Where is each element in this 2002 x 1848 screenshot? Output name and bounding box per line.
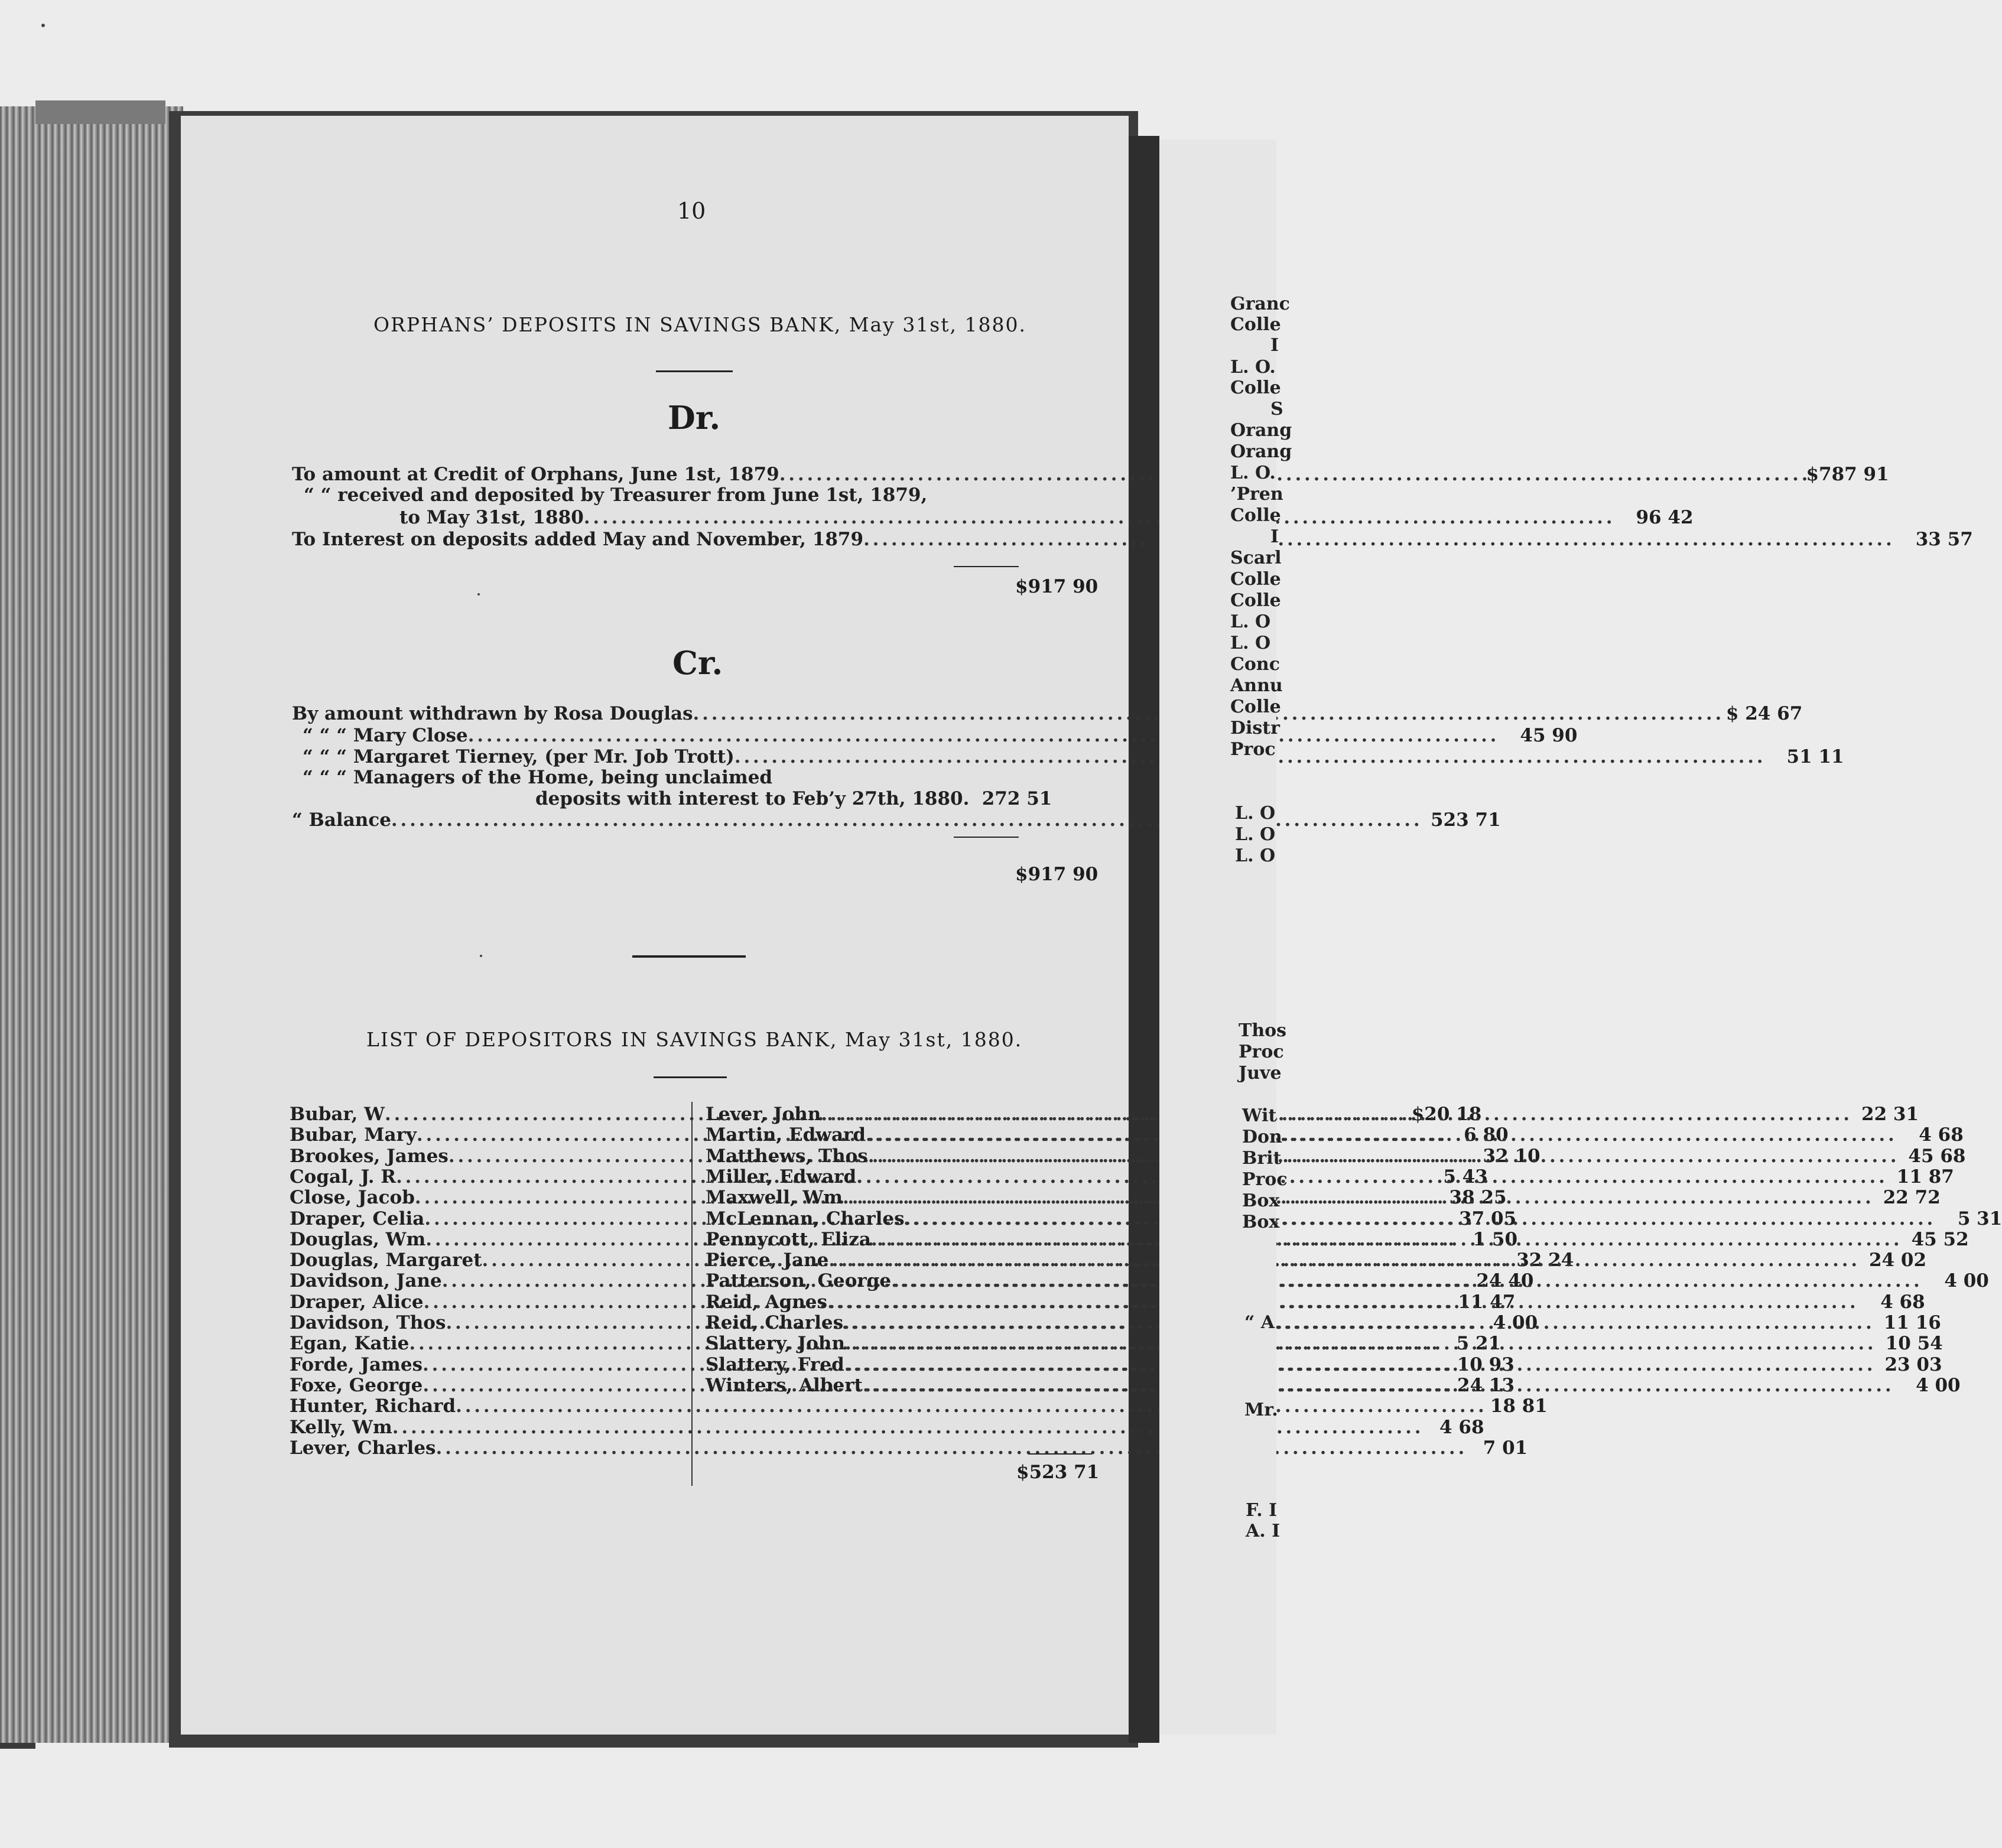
leader-dots — [843, 1312, 1870, 1333]
depositor-row-amount: 10 93 — [1457, 1354, 1514, 1375]
next-page-fragment: Juve — [1239, 1063, 1282, 1084]
depositor-row-text: Matthews, Thos — [706, 1145, 868, 1167]
next-page-fragment: Proc — [1239, 1042, 1284, 1062]
depositor-row-amount: 5 43 — [1443, 1166, 1488, 1187]
depositor-row-text: Lever, Charles — [290, 1437, 436, 1459]
cr-line — [303, 767, 1019, 788]
depositor-row-amount: 6 80 — [1464, 1124, 1509, 1146]
next-page-fragment: L. O — [1230, 633, 1271, 653]
depositor-row-amount: 45 52 — [1911, 1228, 1969, 1250]
depositor-row-amount: $20 18 — [1411, 1104, 1482, 1125]
next-page-fragment: Mr. — [1244, 1400, 1278, 1420]
cr-total: $917 90 — [1015, 864, 1098, 885]
depositor-row-text: Lever, John — [706, 1104, 821, 1125]
depositor-row-amount: 4 00 — [1916, 1374, 1961, 1396]
speck — [477, 593, 480, 596]
next-page-fragment: Colle — [1230, 314, 1281, 335]
depositor-row-text: Egan, Katie — [290, 1333, 410, 1355]
cr-line-amount: 45 90 — [1520, 725, 1578, 746]
depositor-row-amount: 24 02 — [1869, 1250, 1927, 1271]
next-page-fragment: Proc — [1242, 1169, 1288, 1190]
depositor-row — [290, 1416, 1484, 1438]
cr-line-amount: $ 24 67 — [1725, 703, 1803, 724]
depositor-row-text: Douglas, Margaret — [290, 1250, 482, 1271]
leader-dots — [436, 1437, 1463, 1459]
depositor-row-amount: 32 10 — [1483, 1145, 1540, 1167]
next-page-fragment: Annu — [1230, 675, 1283, 696]
depositor-row-text: Forde, James — [290, 1354, 423, 1375]
leader-dots — [779, 464, 1806, 485]
book-gutter — [1129, 136, 1159, 1743]
depositor-row-amount: 4 00 — [1493, 1312, 1538, 1333]
depositor-row-amount: 18 81 — [1490, 1395, 1548, 1417]
page-edges-top — [35, 100, 165, 124]
dr-line-text: To amount at Credit of Orphans, June 1st, 1879 — [292, 464, 779, 485]
depositor-row-amount: 11 47 — [1458, 1291, 1516, 1313]
depositor-row-amount: 23 03 — [1884, 1354, 1942, 1375]
depositor-row-text: Pierce, Jane — [706, 1250, 829, 1271]
next-page-fragment: L. O — [1235, 824, 1276, 845]
depositor-row-text: Davidson, Jane — [290, 1270, 442, 1292]
next-page-fragment: Colle — [1230, 569, 1281, 590]
depositor-row-text: Hunter, Richard — [290, 1395, 456, 1417]
leader-dots — [871, 1229, 1898, 1250]
orphans-section-title: ORPHANS’ DEPOSITS IN SAVINGS BANK, May 31st, 1880. — [373, 313, 1026, 336]
leader-dots — [827, 1291, 1854, 1313]
depositor-row-amount: 4 68 — [1919, 1124, 1964, 1146]
depositors-total: $523 71 — [1016, 1462, 1100, 1483]
next-page-fragment: Orang — [1230, 441, 1292, 462]
cr-line — [535, 788, 1052, 809]
depositors-total-rule — [1028, 1453, 1092, 1455]
dr-line-text: To Interest on deposits added May and November, 1879 — [292, 529, 864, 550]
depositor-row-amount: 24 40 — [1476, 1270, 1534, 1292]
next-page-fragment: Granc — [1230, 294, 1290, 314]
next-page-fragment: I — [1270, 335, 1279, 356]
depositor-row-text: Douglas, Wm — [290, 1228, 426, 1250]
next-page-fragment: L. O. — [1230, 463, 1276, 483]
leader-dots — [844, 1354, 1871, 1375]
cr-line-amount: 272 51 — [982, 788, 1052, 809]
leader-dots — [856, 1166, 1883, 1187]
depositor-row-text: Pennycott, Eliza — [706, 1228, 871, 1250]
depositor-row-text: Foxe, George — [290, 1374, 423, 1396]
dr-line-amount: 33 57 — [1915, 529, 1973, 550]
depositor-row-text: Draper, Celia — [290, 1208, 425, 1229]
left-page — [181, 116, 1129, 1735]
leader-dots — [828, 1250, 1855, 1271]
dr-total: $917 90 — [1015, 576, 1098, 597]
depositor-row-text: Winters, Albert — [706, 1374, 863, 1396]
depositor-row-amount: 45 68 — [1908, 1145, 1966, 1167]
depositor-row-text: Slattery, John — [706, 1333, 845, 1355]
depositor-row-amount: 4 68 — [1439, 1416, 1484, 1438]
depositor-row-text: Miller, Edward — [706, 1166, 857, 1187]
speck — [480, 955, 482, 957]
leader-dots — [584, 507, 1611, 528]
cr-total-rule — [954, 837, 1019, 838]
leader-dots — [905, 1208, 1932, 1229]
depositor-row-amount: 5 31 — [1957, 1208, 2002, 1229]
leader-dots — [891, 1270, 1918, 1291]
depositor-row-text: Davidson, Thos — [290, 1312, 446, 1333]
next-page-fragment: Don — [1242, 1127, 1282, 1147]
next-page-fragment: “ A — [1244, 1312, 1275, 1333]
page-number: 10 — [677, 198, 706, 224]
next-page-fragment: Scarl — [1230, 548, 1282, 568]
next-page-fragment: Colle — [1230, 505, 1281, 526]
dr-line-amount: 96 42 — [1636, 507, 1694, 528]
next-page-fragment: L. O — [1235, 845, 1276, 866]
cr-line-text: “ “ “ Mary Close — [303, 725, 468, 746]
next-page-fragment: F. I — [1246, 1500, 1278, 1521]
depositor-row-text: Martin, Edward — [706, 1124, 866, 1146]
dr-line-text: “ “ received and deposited by Treasurer from June 1st, 1879, — [304, 484, 928, 506]
depositor-row-text: Reid, Charles — [706, 1312, 844, 1333]
section-divider — [632, 955, 746, 958]
leader-dots — [863, 526, 1890, 550]
cr-line-amount: 523 71 — [1431, 809, 1501, 831]
leader-dots — [821, 1104, 1848, 1125]
cr-line-text: “ “ “ Managers of the Home, being unclaimed — [303, 767, 773, 788]
next-page-fragment: Colle — [1230, 378, 1281, 398]
depositor-row-amount: 11 87 — [1896, 1166, 1954, 1187]
title-rule — [656, 370, 733, 372]
depositor-row-amount: 4 68 — [1880, 1291, 1925, 1313]
cr-line-text: “ Balance — [292, 809, 391, 831]
dr-line-text: to May 31st, 1880 — [399, 507, 584, 528]
depositor-row-text: Close, Jacob — [290, 1187, 415, 1209]
next-page-fragment: L. O — [1230, 611, 1271, 632]
next-page-fragment: Orang — [1230, 420, 1292, 441]
leader-dots — [863, 1375, 1890, 1396]
dr-line — [292, 529, 1973, 550]
depositor-row-text: Brookes, James — [290, 1145, 448, 1167]
next-page-fragment: A. I — [1246, 1521, 1280, 1541]
cr-line-text: By amount withdrawn by Rosa Douglas — [292, 703, 693, 724]
depositor-row — [290, 1437, 1528, 1459]
next-page-fragment: L. O — [1235, 803, 1276, 824]
depositor-row-amount: 10 54 — [1885, 1333, 1943, 1355]
leader-dots — [468, 725, 1495, 746]
next-page-fragment: Box — [1242, 1212, 1280, 1232]
depositor-row-amount: 7 01 — [1483, 1437, 1528, 1459]
depositor-row-text: Bubar, Mary — [290, 1124, 417, 1146]
leader-dots — [456, 1395, 1483, 1417]
leader-dots — [845, 1333, 1872, 1354]
depositor-row-text: Reid, Agnes — [706, 1291, 827, 1313]
dr-total-rule — [954, 566, 1019, 567]
depositor-row-amount: 37 05 — [1459, 1208, 1517, 1229]
page-edges — [0, 106, 183, 1743]
depositor-row-text: Slattery, Fred — [706, 1354, 844, 1375]
next-page-fragment: Box — [1242, 1190, 1280, 1211]
depositor-row-text: Patterson, George — [706, 1270, 892, 1292]
cr-line-text: deposits with interest to Feb’y 27th, 1880. — [535, 788, 970, 809]
depositor-row-amount: 11 16 — [1883, 1312, 1941, 1333]
next-page-fragment: Conc — [1230, 654, 1280, 675]
depositor-row-text: Cogal, J. R — [290, 1166, 396, 1187]
leader-dots — [843, 1187, 1870, 1208]
leader-dots — [866, 1124, 1893, 1146]
next-page-fragment: Colle — [1230, 590, 1281, 611]
next-page-fragment: Thos — [1239, 1020, 1287, 1041]
depositor-row-text: McLennan, Charles — [706, 1208, 905, 1229]
depositor-row-amount: 4 00 — [1944, 1270, 1989, 1292]
depositors-section-title: LIST OF DEPOSITORS IN SAVINGS BANK, May 31st, 1880. — [366, 1028, 1023, 1051]
depositor-row-text: Kelly, Wm — [290, 1416, 392, 1438]
depositors-title-rule — [654, 1076, 727, 1078]
next-page-fragment: Colle — [1230, 697, 1281, 717]
depositor-row-text: Draper, Alice — [290, 1291, 424, 1313]
dr-line-amount: $787 91 — [1806, 464, 1889, 485]
next-page-fragment: Proc — [1230, 739, 1276, 760]
cr-heading: Cr. — [672, 644, 723, 682]
depositor-row-amount: 22 31 — [1861, 1104, 1919, 1125]
next-page-fragment: I — [1270, 526, 1279, 547]
depositor-row-text: Maxwell, Wm — [706, 1187, 843, 1209]
depositor-row-amount: 38 25 — [1449, 1187, 1507, 1209]
next-page-fragment: Wit — [1242, 1105, 1277, 1126]
next-page-fragment: L. O. — [1230, 357, 1276, 378]
next-page-fragment: S — [1270, 399, 1283, 419]
depositor-row-text: Bubar, W — [290, 1104, 385, 1125]
depositor-row-amount: 22 72 — [1883, 1187, 1941, 1209]
next-page-fragment: Distr — [1230, 718, 1280, 738]
depositor-row-amount: 24 13 — [1457, 1374, 1515, 1396]
cr-line-amount: 51 11 — [1786, 746, 1844, 767]
dr-line — [304, 484, 1019, 506]
next-page-fragment: Brit — [1242, 1148, 1282, 1169]
depositor-row-amount: 32 24 — [1516, 1250, 1574, 1271]
leader-dots — [868, 1146, 1895, 1167]
dr-heading: Dr. — [668, 399, 721, 437]
next-page-fragment: ’Pren — [1230, 484, 1283, 505]
speck — [41, 24, 45, 27]
depositor-row-amount: 5 21 — [1456, 1333, 1502, 1355]
depositor-row-amount: 1 50 — [1473, 1228, 1518, 1250]
cr-line-text: “ “ “ Margaret Tierney, (per Mr. Job Trott) — [303, 746, 734, 767]
